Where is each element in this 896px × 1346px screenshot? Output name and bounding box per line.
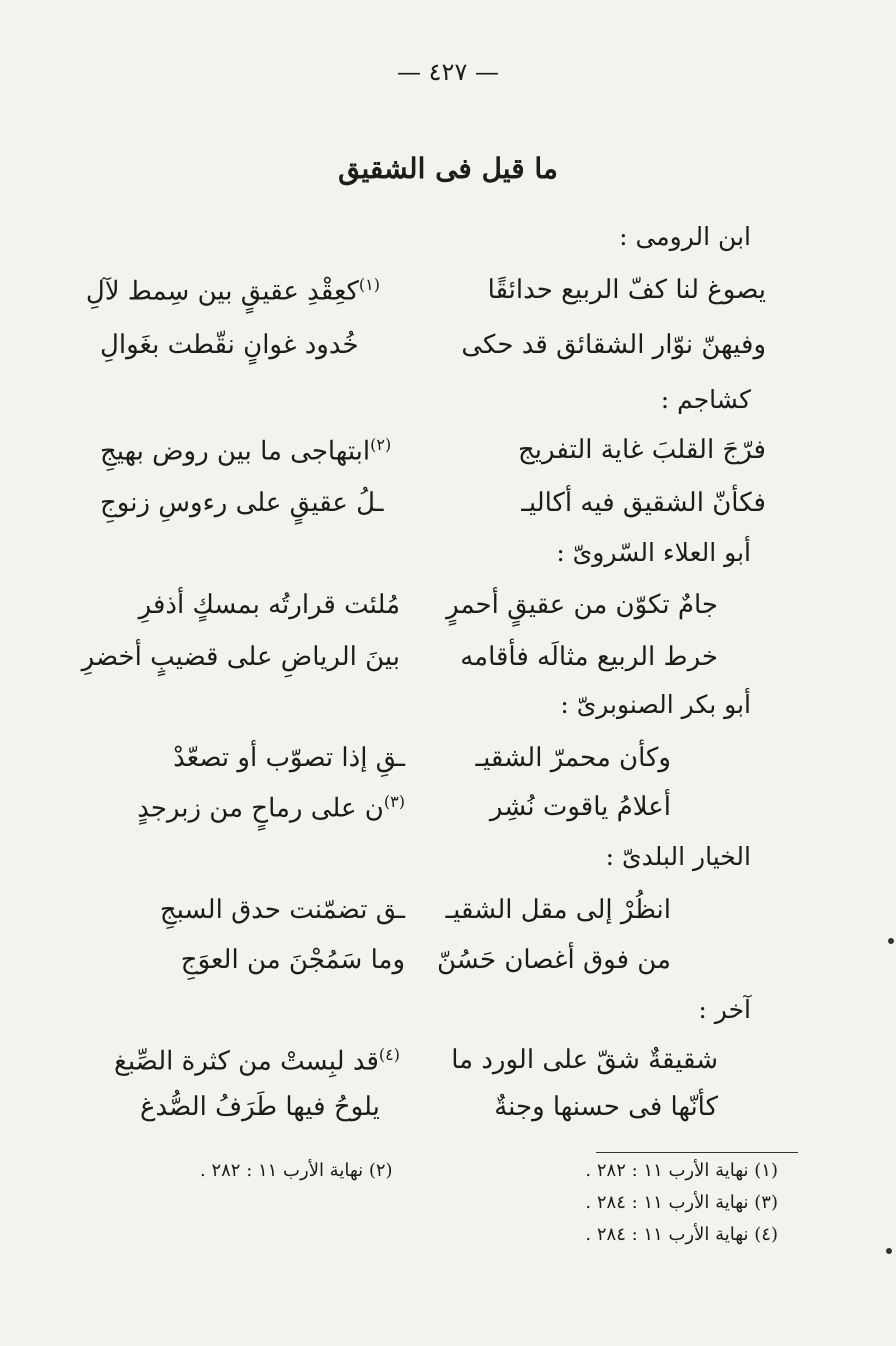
verse-hemistich-second: ـق تضمّنت حدق السبجِ: [159, 895, 405, 925]
verse-hemistich-second: بينَ الرياضِ على قضيبٍ أخضرِ: [81, 642, 400, 672]
verse-hemistich-first: شقيقةٌ شقّ على الورد ما: [451, 1045, 718, 1075]
footnote-divider: [596, 1152, 798, 1153]
footnote-ref: (١): [358, 275, 380, 294]
poet-name: آخر :: [698, 995, 751, 1024]
poet-name: الخيار البلدىّ :: [605, 842, 751, 871]
poet-name: أبو بكر الصنوبرىّ :: [560, 690, 751, 719]
verse-hemistich-first: جامٌ تكوّن من عقيقٍ أحمرٍ: [446, 590, 718, 620]
verse-hemistich-second: وما سَمُجْنَ من العوَجِ: [180, 945, 405, 975]
hemistich-text: كعِقْدِ عقيقٍ بين سِمط لآلِ: [85, 276, 359, 307]
verse-hemistich-first: فرّجَ القلبَ غاية التفريج: [518, 435, 766, 465]
hemistich-text: ن على رماحٍ من زبرجدٍ: [137, 793, 384, 824]
hemistich-text: قد لبِستْ من كثرة الصِّبغ: [113, 1046, 379, 1077]
footnote: (٢) نهاية الأرب ١١ : ٢٨٢ .: [200, 1160, 393, 1181]
verse-hemistich-second: ـلُ عقيقٍ على رءوسِ زنوجِ: [100, 488, 384, 518]
verse-hemistich-first: فكأنّ الشقيق فيه أكاليـ: [521, 488, 766, 518]
verse-hemistich-first: كأنّها فى حسنها وجنةٌ: [494, 1092, 718, 1122]
verse-hemistich-first: يصوغ لنا كفّ الربيع حدائقًا: [487, 275, 766, 305]
section-title: ما قيل فى الشقيق: [338, 152, 558, 185]
verse-hemistich-first: خرط الربيع مثالَه فأقامه: [460, 642, 718, 672]
verse-hemistich-second: [113, 1045, 400, 1077]
page-number: — ٤٢٧ —: [397, 58, 499, 86]
verse-hemistich-first: وكأن محمرّ الشقيـ: [475, 743, 671, 773]
verse-hemistich-second: يلوحُ فيها طَرَفُ الصُّدغ: [140, 1092, 380, 1122]
footnote: (١) نهاية الأرب ١١ : ٢٨٢ .: [585, 1160, 778, 1181]
poet-name: كشاجم :: [660, 385, 751, 414]
footnote-ref: (٢): [370, 435, 392, 454]
poet-name: أبو العلاء السّروىّ :: [556, 538, 751, 567]
verse-hemistich-second: [85, 275, 380, 307]
verse-hemistich-second: [100, 435, 400, 467]
verse-hemistich-second: [137, 792, 405, 824]
verse-hemistich-second: ـقِ إذا تصوّب أو تصعّدْ: [173, 743, 405, 773]
scan-speck: [886, 1248, 892, 1254]
verse-hemistich-second: مُلئت قرارتُه بمسكٍ أذفرِ: [138, 590, 400, 620]
hemistich-text: ابتهاجى ما بين روض بهيجِ: [100, 436, 371, 467]
footnote: (٤) نهاية الأرب ١١ : ٢٨٤ .: [585, 1224, 778, 1245]
footnote-ref: (٤): [378, 1045, 400, 1064]
verse-hemistich-first: انظُرْ إلى مقل الشقيـ: [445, 895, 671, 925]
verse-hemistich-first: وفيهنّ نوّار الشقائق قد حكى: [461, 330, 766, 360]
verse-hemistich-second: خُدود غوانٍ نقّطت بغَوالِ: [100, 330, 359, 360]
scan-speck: [888, 938, 894, 944]
footnote: (٣) نهاية الأرب ١١ : ٢٨٤ .: [585, 1192, 778, 1213]
verse-hemistich-first: أعلامُ ياقوت نُشِر: [489, 792, 671, 822]
poet-name: ابن الرومى :: [619, 222, 751, 251]
footnote-ref: (٣): [383, 792, 405, 811]
verse-hemistich-first: من فوق أغصان حَسُنّ: [437, 945, 671, 975]
